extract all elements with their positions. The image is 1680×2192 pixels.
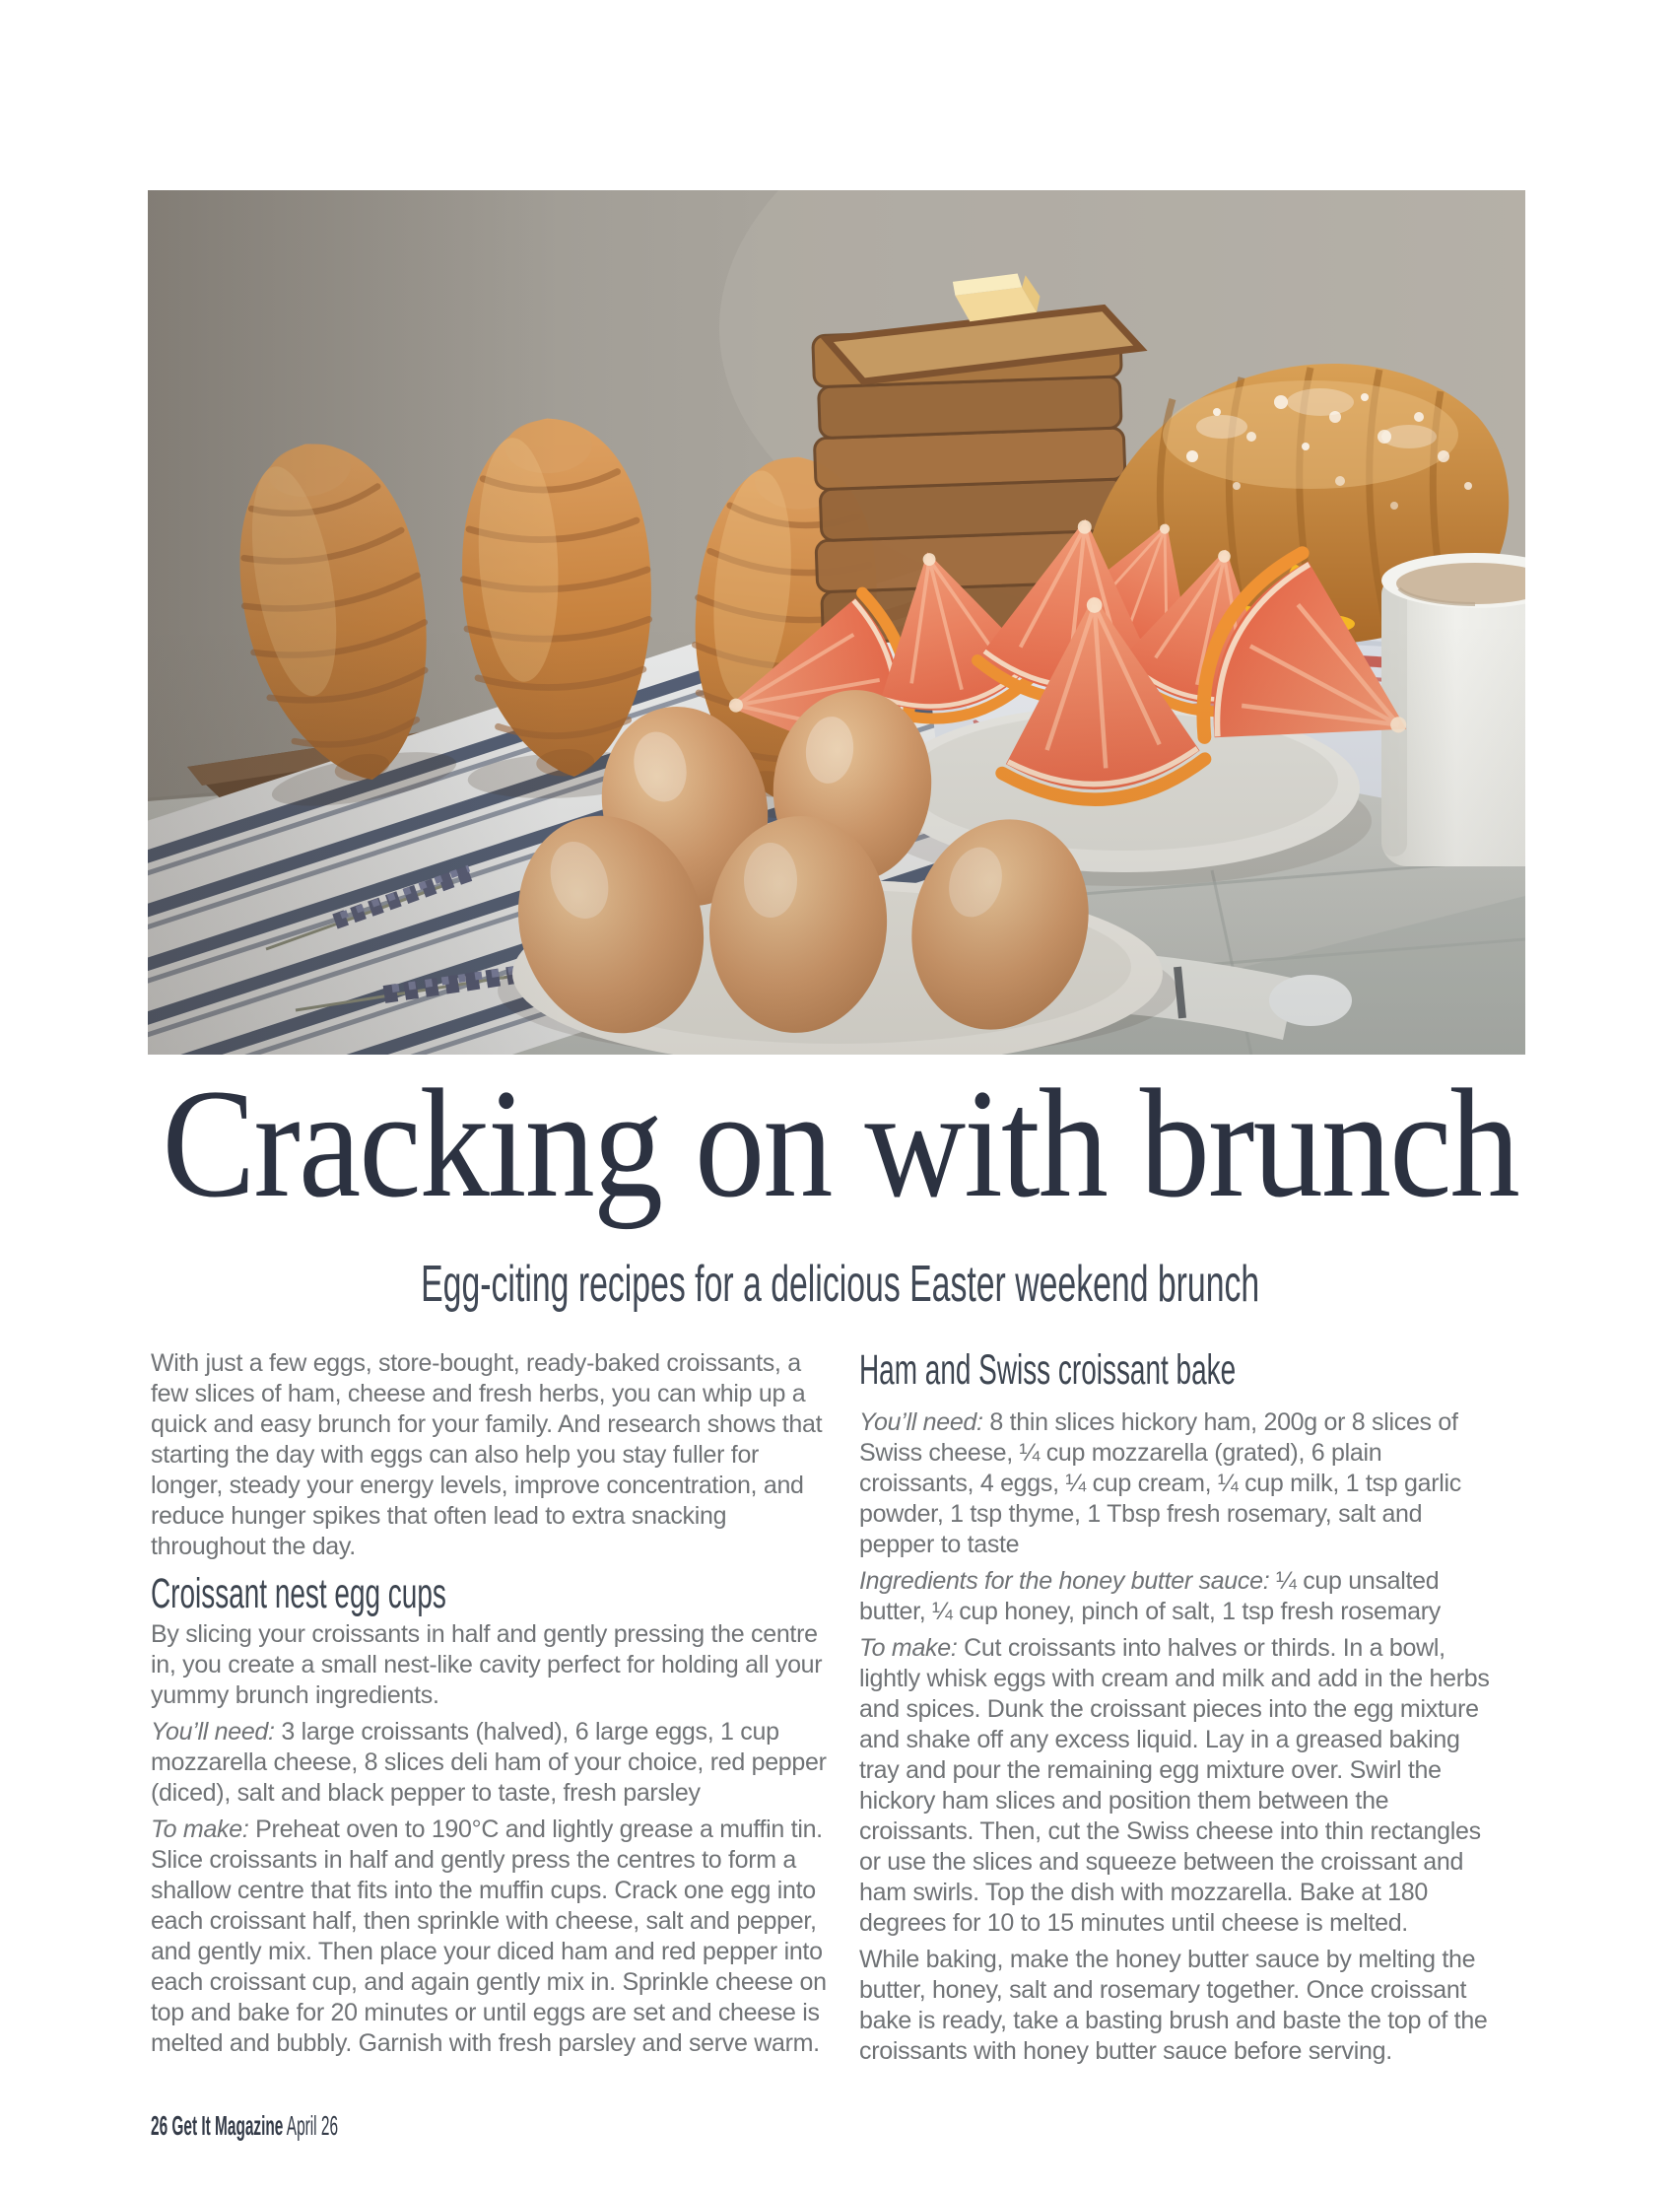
page-number: 26 [151,2110,168,2141]
recipe1-make-text: Preheat oven to 190°C and lightly grease a muffin tin. Slice croissants in half and gently press the centres to form a shallow centre that fits into the muffin cups. Crack one egg into each croissant half, then sprinkle with cheese, salt and pepper, and gently mix. Then place your diced ham and red pepper into each croissant cup, and again gently mix in. Sprinkle cheese on top and bake for 20 minutes or until eggs are set and cheese is melted and bubbly. Garnish with fresh parsley and serve warm. [151,1815,827,2057]
intro-paragraph: With just a few eggs, store-bought, ready-baked croissants, a few slices of ham, cheese and fresh herbs, you can whip up a quick and easy brunch for your family. And research shows that starting the day with eggs can also help you stay fuller for longer, steady your energy levels, improve concentration, and reduce hunger spikes that often lead to extra snacking throughout the day. [151,1349,823,1560]
issue-date: April 26 [286,2110,339,2141]
recipe1-method [151,1815,833,2059]
recipe1-need-label: You’ll need: [151,1718,275,1746]
footer-text [151,2111,338,2141]
recipe2-need-text: 8 thin slices hickory ham, 200g or 8 slices of Swiss cheese, ¼ cup mozzarella (grated), 6 plain croissants, 4 eggs, ¼ cup cream, ¼ cup milk, 1 tsp garlic powder, 1 tsp thyme, 1 Tbsp fresh rosemary, salt and pepper to taste [859,1408,1461,1558]
page-title: Cracking on with brunch [162,1058,1518,1230]
recipe2-need-label: You’ll need: [859,1408,983,1436]
brunch-photo-illustration [148,190,1525,1055]
recipe1-heading-text: Croissant nest egg cups [151,1570,446,1617]
recipe2-heading-text: Ham and Swiss croissant bake [859,1346,1237,1394]
recipe2-while-baking: While baking, make the honey butter sauce by melting the butter, honey, salt and rosemary together. Once croissant bake is ready, take a basting brush and baste the top of the croissants with honey butter sauce before serving. [859,1946,1488,2065]
recipe2-make-label: To make: [859,1634,958,1662]
headline-block [0,1058,1680,1230]
recipe1-heading [151,1570,833,1617]
magazine-name: Get It Magazine [171,2110,284,2141]
recipe1-description: By slicing your croissants in half and gently pressing the centre in, you create a small nest-like cavity perfect for holding all your yummy brunch ingredients. [151,1620,823,1709]
recipe2-sauce-ingredients [859,1566,1498,1627]
recipe2-sauce-text: ¼ cup unsalted butter, ¼ cup honey, pinch of salt, 1 tsp fresh rosemary [859,1567,1441,1625]
right-column [859,1346,1498,2073]
recipe2-heading [859,1346,1498,1394]
recipe2-ingredients [859,1407,1498,1560]
brunch-photo [148,190,1525,1055]
recipe1-ingredients [151,1717,833,1809]
recipe1-make-label: To make: [151,1815,249,1843]
recipe1-need-text: 3 large croissants (halved), 6 large eggs, 1 cup mozzarella cheese, 8 slices deli ham of your choice, red pepper (diced), salt and black pepper to taste, fresh parsley [151,1718,827,1807]
subtitle-block [0,1254,1680,1315]
vignette-bottom [148,190,1525,1055]
page-footer [151,2111,491,2141]
recipe2-make-text: Cut croissants into halves or thirds. In a bowl, lightly whisk eggs with cream and milk and add in the herbs and spices. Dunk the croissant pieces into the egg mixture and shake off any excess liquid. Lay in a greased baking tray and pour the remaining egg mixture over. Swirl the hickory ham slices and position them between the croissants. Then, cut the Swiss cheese into thin rectangles or use the slices and squeeze between the croissant and ham swirls. Top the dish with mozzarella. Bake at 180 degrees for 10 to 15 minutes until cheese is melted. [859,1634,1490,1937]
recipe2-sauce-label: Ingredients for the honey butter sauce: [859,1567,1270,1595]
left-column [151,1348,833,2065]
recipe2-method [859,1633,1498,1939]
page-subtitle: Egg-citing recipes for a delicious Easter weekend brunch [420,1256,1260,1313]
